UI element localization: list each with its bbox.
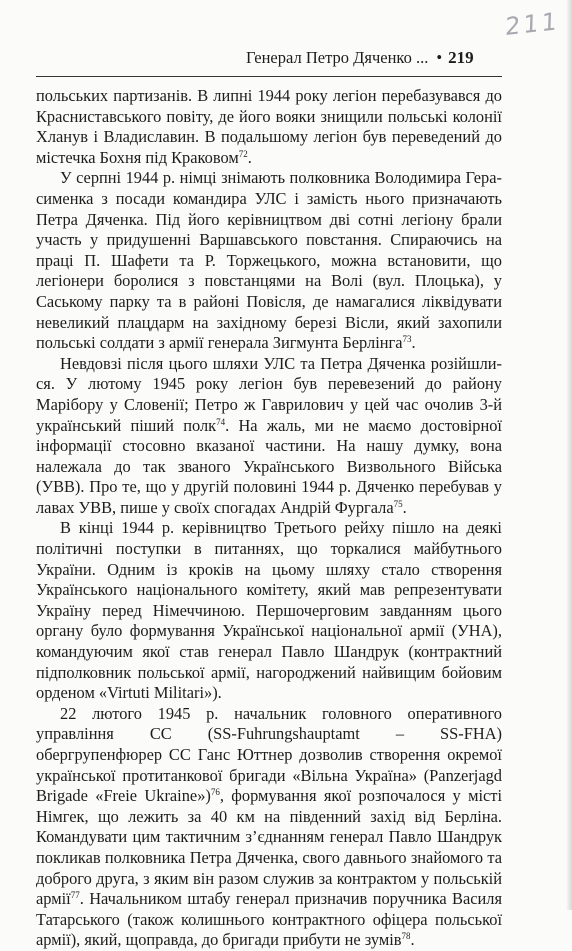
scan-edge-shadow xyxy=(566,0,572,910)
paragraph-3 xyxy=(36,354,502,519)
footnote-ref: 72 xyxy=(238,148,248,159)
paragraph-tail: . xyxy=(410,930,415,950)
paragraph-tail: . xyxy=(402,497,407,517)
header-rule xyxy=(36,76,502,77)
footnote-ref: 73 xyxy=(402,334,412,345)
paragraph-tail: . Начальником штабу генерал призначив поручника Василя Татарського (також колишнього контрактного офіцера польської армії), який, щоправда, до бригади прибути не зумів xyxy=(36,889,502,950)
footnote-ref: 77 xyxy=(70,890,80,901)
footnote-ref: 74 xyxy=(216,416,226,427)
paragraph-text: польських партизанів. В липні 1944 року легіон перебазувався до Красниставського повіту, де його вояки знищили польські колонії Хланув і Владиславин. В подальшому легіон був переведений до містечка Бохня під Краковом xyxy=(36,86,502,167)
paragraph-tail: . xyxy=(411,333,416,353)
running-title: Генерал Петро Дяченко ... xyxy=(246,48,429,67)
paragraph-text: Невдовзі після цього шляхи УЛС та Петра Дяченка розійшлися. У лютому 1945 року легіон був перевезений до району Марібору у Словенії; Петро ж Гаврилович у цей час очолив 3-й український піший полк xyxy=(36,353,502,435)
page-body xyxy=(36,86,502,951)
paragraph-5 xyxy=(36,704,502,951)
page-number: 219 xyxy=(448,48,474,67)
paragraph-tail: . На жаль, ми не маємо достовірної інформації стосовно вказаної частини. На нашу думку, вона належала до так званого Українського Визвольного Війська (УВВ). Про те, що у другій половині 1944 р. Дяченко перебував у лавах УВВ, пише у своїх спогадах Андрій Фургала xyxy=(36,415,502,517)
footnote-ref: 78 xyxy=(401,931,411,942)
header-separator: • xyxy=(436,48,443,67)
handwritten-page-number: 211 xyxy=(504,7,561,41)
paragraph-tail: . xyxy=(247,147,252,167)
paragraph-text: В кінці 1944 р. керівництво Третього рейху пішло на деякі політичні поступки в питаннях, що торкалися майбутнього України. Одним із кроків на цьому шляху стало створення Українського національного комітету, який мав репрезентувати Україну перед Німеччиною. Першочерговим завданням цього органу було формування Української національної армії (УНА), командуючим якої став генерал Павло Шандрук (контрактний підполковник польської армії, нагороджений найвищим бойовим орденом «Virtuti Militari»). xyxy=(36,518,502,703)
paragraph-4 xyxy=(36,518,502,703)
paragraph-2 xyxy=(36,168,502,353)
paragraph-text: 22 лютого 1945 р. начальник головного оперативного управління СС (SS-Fuhrungshauptamt – SS-FHA) обергрупенфюрер СС Ганс Юттнер дозволив створення окремої української протитанкової бригади «Вільна Україна» (Panzerjagd Brigade «Freie Ukraine») xyxy=(36,703,502,806)
paragraph-text: У серпні 1944 р. німці знімають полковника Володимира Герасименка з посади командира УЛС і замість нього призначають Петра Дяченка. Під його керівництвом дві сотні легіону брали участь у придушенні Варшавського повстання. Спираючись на праці П. Шафети та Р. Торжецького, можна встановити, що легіонери боролися з повстанцями на Волі (вул. Плоцька), у Саському парку та в районі Повісля, де намагалися ліквідувати невеликий плацдарм на західному березі Вісли, який захопили польські солдати з армії генерала Зигмунта Берлінга xyxy=(36,168,502,353)
footnote-ref: 75 xyxy=(393,498,403,509)
running-header xyxy=(246,48,502,68)
footnote-ref: 76 xyxy=(210,787,220,798)
paragraph-1 xyxy=(36,86,502,168)
paragraph-tail: , формування якої розпочалося у місті Німгек, що лежить за 40 км на південний захід від Берліна. Командувати цим тактичним з’єднанням генерал Павло Шандрук покликав полковника Петра Дяченка, свого давнього знайомого та доброго друга, з яким він разом служив за контрактом у польській армії xyxy=(36,786,502,909)
